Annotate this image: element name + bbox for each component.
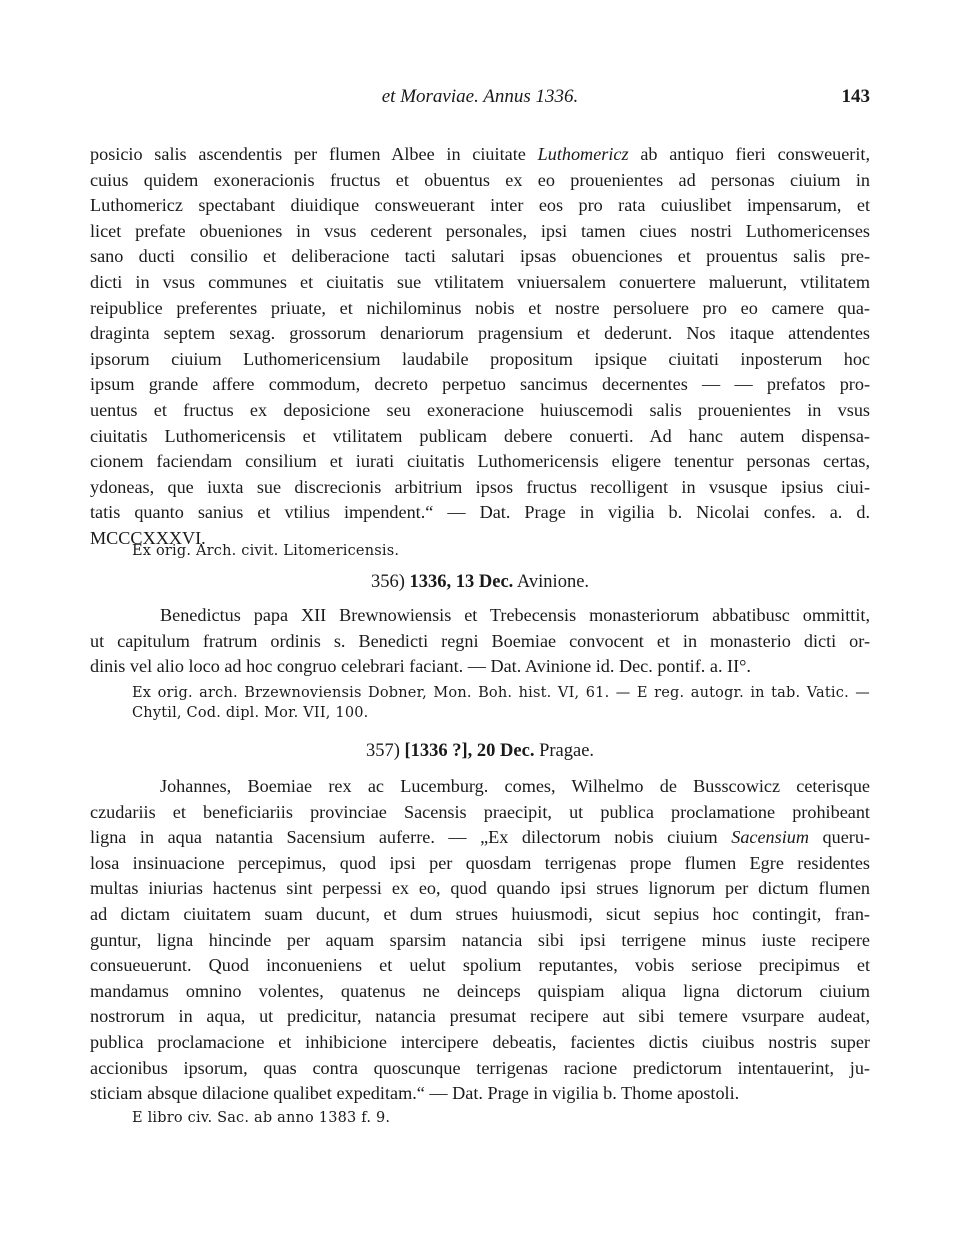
- text-line: multas iniurias hactenus sint perpessi ex eo, quod quando ipsi strues lignorum per dictum flumen: [90, 878, 870, 899]
- source-note: [132, 1108, 390, 1128]
- document-place: Pragae.: [539, 741, 595, 761]
- text-line: draginta septem sexag. grossorum denariorum pragensium et dederunt. Nos itaque attendentes: [90, 323, 870, 344]
- text-line: ut capitulum fratrum ordinis s. Benedicti regni Boemiae convocent et in monasterio dicti or-: [90, 630, 870, 651]
- text-line: sano ducti consilio et deliberacione tacti salutari ipsas obuenciones et prouentus salis pre-: [90, 246, 870, 267]
- text-line: losa insinuacione percepimus, quod ipsi per quosdam terrigenas prope flumen Egre residentes: [90, 852, 870, 873]
- running-head: et Moraviae. Annus 1336.: [381, 86, 579, 107]
- document-number: 356): [370, 572, 405, 592]
- document-text: [90, 774, 870, 1107]
- text-line: ipsum grande affere commodum, decreto perpetuo sancimus decernentes — — prefatos pro-: [90, 374, 870, 395]
- source-note: [132, 683, 870, 723]
- text-line: dinis vel alio loco ad hoc congruo celebrari faciant. — Dat. Avinione id. Dec. pontif. a. II°.: [90, 656, 751, 677]
- text-line: sticiam absque dilacione qualibet expeditam.“ — Dat. Prage in vigilia b. Thome apostoli.: [90, 1083, 740, 1104]
- place-name: Sacensium: [731, 827, 810, 848]
- source-note: [132, 541, 399, 561]
- text-line: ligna in aqua natantia Sacensium auferre. — „Ex dilectorum nobis ciuium Sacensium queru-: [90, 827, 870, 848]
- document-date: [1336 ?], 20 Dec.: [404, 741, 535, 761]
- text-line: ipsorum ciuium Luthomericensium laudabile propositum ipsique ciuitati inposterum hoc: [90, 348, 870, 369]
- text-line: ciuitatis Luthomericensis et vtilitatem publicam debere conuerti. Ad hanc autem dispensa-: [90, 425, 870, 446]
- text-line: czudariis et beneficiariis provinciae Sacensis praecipit, ut publica proclamatione prohibeant: [90, 801, 870, 822]
- text-line: accionibus ipsorum, quas contra quoscunque terrigenas racione predictorum intentauerint, ju-: [90, 1057, 870, 1078]
- text-line: ydoneas, que iuxta sue discrecionis arbitrium ipsos fructus recolligent in vsusque ipsius ciui-: [90, 476, 870, 497]
- text-line: mandamus omnino volentes, quatenus ne deinceps quispiam aliqua ligna dictorum ciuium: [90, 980, 870, 1001]
- source-line: Ex orig. arch. Brzewnoviensis Dobner, Mon. Boh. hist. VI, 61. — E reg. autogr. in tab. Vatic. —: [132, 685, 870, 701]
- document-place: Avinione.: [516, 572, 590, 592]
- text-line: publica proclamacione et inhibicione intercipere debeatis, facientes dictis ciuibus nostris super: [90, 1031, 870, 1052]
- text-line: reipublice preferentes priuate, et nichilominus nobis et nostre persoluere pro eo camere qua-: [90, 297, 870, 318]
- text-line: tatis quanto sanius et vtilius impendent.“ — Dat. Prage in vigilia b. Nicolai confes. a. d.: [90, 502, 870, 523]
- text-line: Benedictus papa XII Brewnowiensis et Trebecensis monasteriorum abbatibusc ommittit,: [160, 605, 870, 625]
- document-heading: [90, 572, 870, 593]
- text-line: cuius quidem exoneracionis fructus et obuentus ex eo prouenientes ad personas ciuium in: [90, 169, 870, 190]
- text-line: guntur, ligna hincinde per aquam sparsim natancia sibi ipsi terrigene minus iuste recipere: [90, 929, 870, 950]
- text-line: Luthomericz spectabant diuidique consweuerant inter eos pro rata cuiuslibet impensarum, et: [90, 195, 870, 216]
- place-name: Luthomericz: [537, 144, 629, 164]
- document-text: [90, 603, 870, 680]
- continuation-text: [90, 142, 870, 552]
- source-line: Ex orig. Arch. civit. Litomericensis.: [132, 543, 400, 559]
- text-line: consueuerunt. Quod inconueniens et uelut spolium reputantes, vobis seriose precipimus et: [90, 955, 870, 976]
- text-line: cionem faciendam consilium et iurati ciuitatis Luthomericensis eligere tenentur personas certas,: [90, 451, 870, 472]
- text-line: uentus et fructus ex deposicione seu exoneracione huiuscemodi salis prouenientes in vsus: [90, 399, 870, 420]
- text-line: ad dictam ciuitatem suam ducunt, et dum strues huiusmodi, sicut sepius hoc contingit, fran-: [90, 903, 870, 924]
- text-line: nostrorum in aqua, ut predicitur, natancia presumat recipere aut sibi temere vsurpare audeat,: [90, 1006, 870, 1027]
- document-date: 1336, 13 Dec.: [409, 572, 514, 592]
- text-line: posicio salis ascendentis per flumen Albee in ciuitate Luthomericz ab antiquo fieri consweuerit,: [90, 144, 870, 164]
- text-line: MCCCXXXVI.: [90, 527, 206, 548]
- source-line: Chytil, Cod. dipl. Mor. VII, 100.: [132, 705, 369, 721]
- page-number: 143: [841, 86, 870, 107]
- document-heading: [90, 741, 870, 762]
- text-line: dicti in vsus communes et ciuitatis sue vtilitatem vniuersalem conuertere maluerunt, vtilitatem: [90, 271, 870, 292]
- text-line: Johannes, Boemiae rex ac Lucemburg. comes, Wilhelmo de Busscowicz ceterisque: [160, 776, 870, 796]
- document-number: 357): [365, 741, 400, 761]
- source-line: E libro civ. Sac. ab anno 1383 f. 9.: [132, 1110, 391, 1126]
- page-header: [90, 86, 870, 116]
- text-line: licet prefate obueniones in vsus cederent personales, ipsi tamen ciues nostri Luthomericenses: [90, 220, 870, 241]
